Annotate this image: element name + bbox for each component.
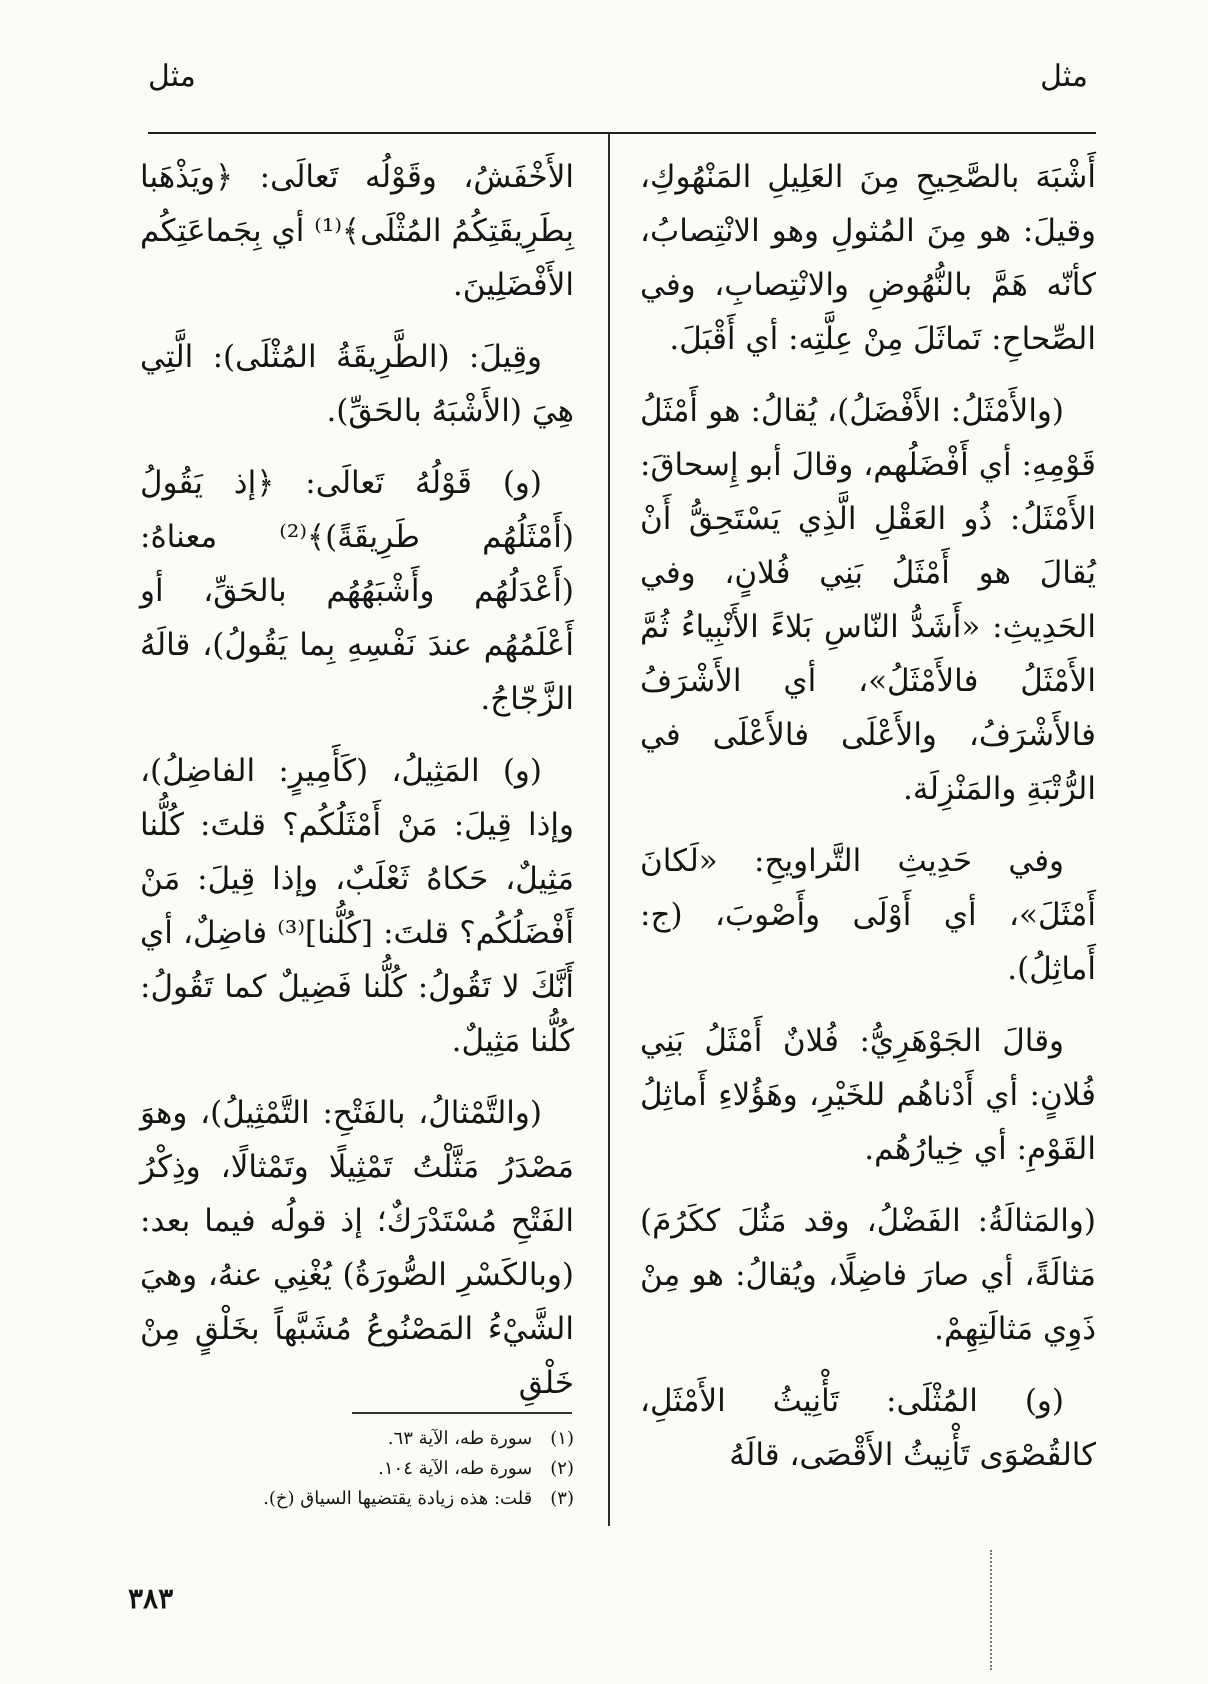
footnote <box>140 1424 574 1454</box>
header-rule <box>148 132 1096 134</box>
footnote-text: سورة طه، الآية ٦٣. <box>387 1428 533 1449</box>
paragraph: وقالَ الجَوْهَرِيُّ: فُلانٌ أَمْثَلُ بَنِي فُلانٍ: أي أَدْناهُم للخَيْرِ، وهَؤُلاءِ أَماثِلُ القَوْمِ: أي خِيارُهُم. <box>640 1023 1096 1167</box>
footnote-number: (٢) <box>550 1458 574 1479</box>
footnote-text: سورة طه، الآية ١٠٤. <box>378 1458 533 1479</box>
footnote-rule <box>352 1412 572 1414</box>
paragraph: (والأَمْثَلُ: الأَفْضَلُ)، يُقالُ: هو أَمْثَلُ قَوْمِهِ: أي أَفْضَلُهم، وقالَ أبو إِسحاقَ: الأَمْثَلُ: ذُو العَقْلِ الَّذِي يَسْتَحِقُّ أَنْ يُقالَ هو أَمْثَلُ بَنِي فُلانٍ، وفي الحَدِيثِ: «أَشَدُّ النّاسِ بَلاءً الأَنْبِياءُ ثُمَّ الأَمْثَلُ فالأَمْثَلُ»، أي الأَشْرَفُ فالأَشْرَفُ، والأَعْلَى فالأَعْلَى في الرُّتْبَةِ والمَنْزِلَة. <box>640 393 1096 807</box>
paragraph: (و) المُثْلَى: تَأْنِيثُ الأَمْثَلِ، كالقُصْوَى تَأْنِيثُ الأَقْصَى، قالَهُ <box>640 1383 1096 1473</box>
footnote <box>140 1484 574 1514</box>
running-head-right: مثل <box>1040 59 1088 94</box>
paragraph: (و) المَثِيلُ، (كَأَمِيرٍ: الفاضِلُ)، وإذا قِيلَ: مَنْ أَمْثَلُكُم؟ قلتَ: كُلُّنا مَثِيلٌ، حَكاهُ ثَعْلَبٌ، وإذا قِيلَ: مَنْ أَفْضَلُكُم؟ قلتَ: [كُلُّنا]⁽³⁾ فاضِلٌ، أي أَنَّكَ لا تَقُولُ: كُلُّنا فَضِيلٌ كما تَقُولُ: كُلُّنا مَثِيلٌ. <box>140 753 574 1059</box>
page-number: ٣٨٣ <box>128 1582 174 1615</box>
footnote-number: (٣) <box>550 1488 574 1509</box>
footnote <box>140 1454 574 1484</box>
gutter-dotted-line <box>990 1550 992 1670</box>
paragraph: وقِيلَ: (الطَّرِيقَةُ المُثْلَى): الَّتِي هِيَ (الأَشْبَهُ بالحَقِّ). <box>140 339 574 429</box>
paragraph: (والمَثالَةُ: الفَضْلُ، وقد مَثُلَ ككَرُمَ) مَثالَةً، أي صارَ فاضِلًا، ويُقالُ: هو مِنْ ذَوِي مَثالَتِهِمْ. <box>640 1203 1096 1347</box>
paragraph: (و) قَوْلُهُ تَعالَى: ﴿إذ يَقُولُ (أَمْثَلُهُم طَرِيقَةً)﴾⁽²⁾ معناهُ: (أَعْدَلُهُم وأَشْبَهُهُم بالحَقِّ، أو أَعْلَمُهُم عندَ نَفْسِهِ بِما يَقُولُ)، قالَهُ الزَّجّاجُ. <box>140 465 574 717</box>
left-column <box>140 150 574 1428</box>
footnotes <box>140 1424 574 1514</box>
column-divider <box>608 134 610 1526</box>
right-column <box>640 150 1096 1500</box>
footnote-text: قلت: هذه زيادة يقتضيها السياق (خ). <box>263 1488 533 1509</box>
footnote-number: (١) <box>550 1428 574 1449</box>
paragraph: الأَخْفَشُ، وقَوْلُه تَعالَى: ﴿ويَذْهَبا بِطَرِيقَتِكُمُ المُثْلَى﴾⁽¹⁾ أي بِجَماعَتِكُم الأَفْضَلِينَ. <box>140 159 574 303</box>
running-head-left: مثل <box>148 59 196 94</box>
paragraph: (والتَّمْثالُ، بالفَتْحِ: التَّمْثِيلُ)، وهوَ مَصْدَرُ مَثَّلْتُ تَمْثِيلًا وتَمْثالًا، وذِكْرُ الفَتْحِ مُسْتَدْرَكٌ؛ إذ قولُه فيما بعد: (وبالكَسْرِ الصُّورَةُ) يُغْنِي عنهُ، وهيَ الشَّيْءُ المَصْنُوعُ مُشَبَّهاً بخَلْقٍ مِنْ خَلْقِ <box>140 1095 574 1401</box>
paragraph: أَشْبَهَ بالصَّحِيحِ مِنَ العَلِيلِ المَنْهُوكِ، وقيلَ: هو مِنَ المُثولِ وهو الانْتِصابُ، كأنّه هَمَّ بالنُّهُوضِ والانْتِصابِ، وفي الصِّحاحِ: تَماثَلَ مِنْ عِلَّتِه: أي أَقْبَلَ. <box>640 159 1096 357</box>
paragraph: وفي حَدِيثِ التَّراويحِ: «لَكانَ أَمْثَلَ»، أي أَوْلَى وأَصْوبَ، (ج: أَماثِلُ). <box>640 843 1096 987</box>
